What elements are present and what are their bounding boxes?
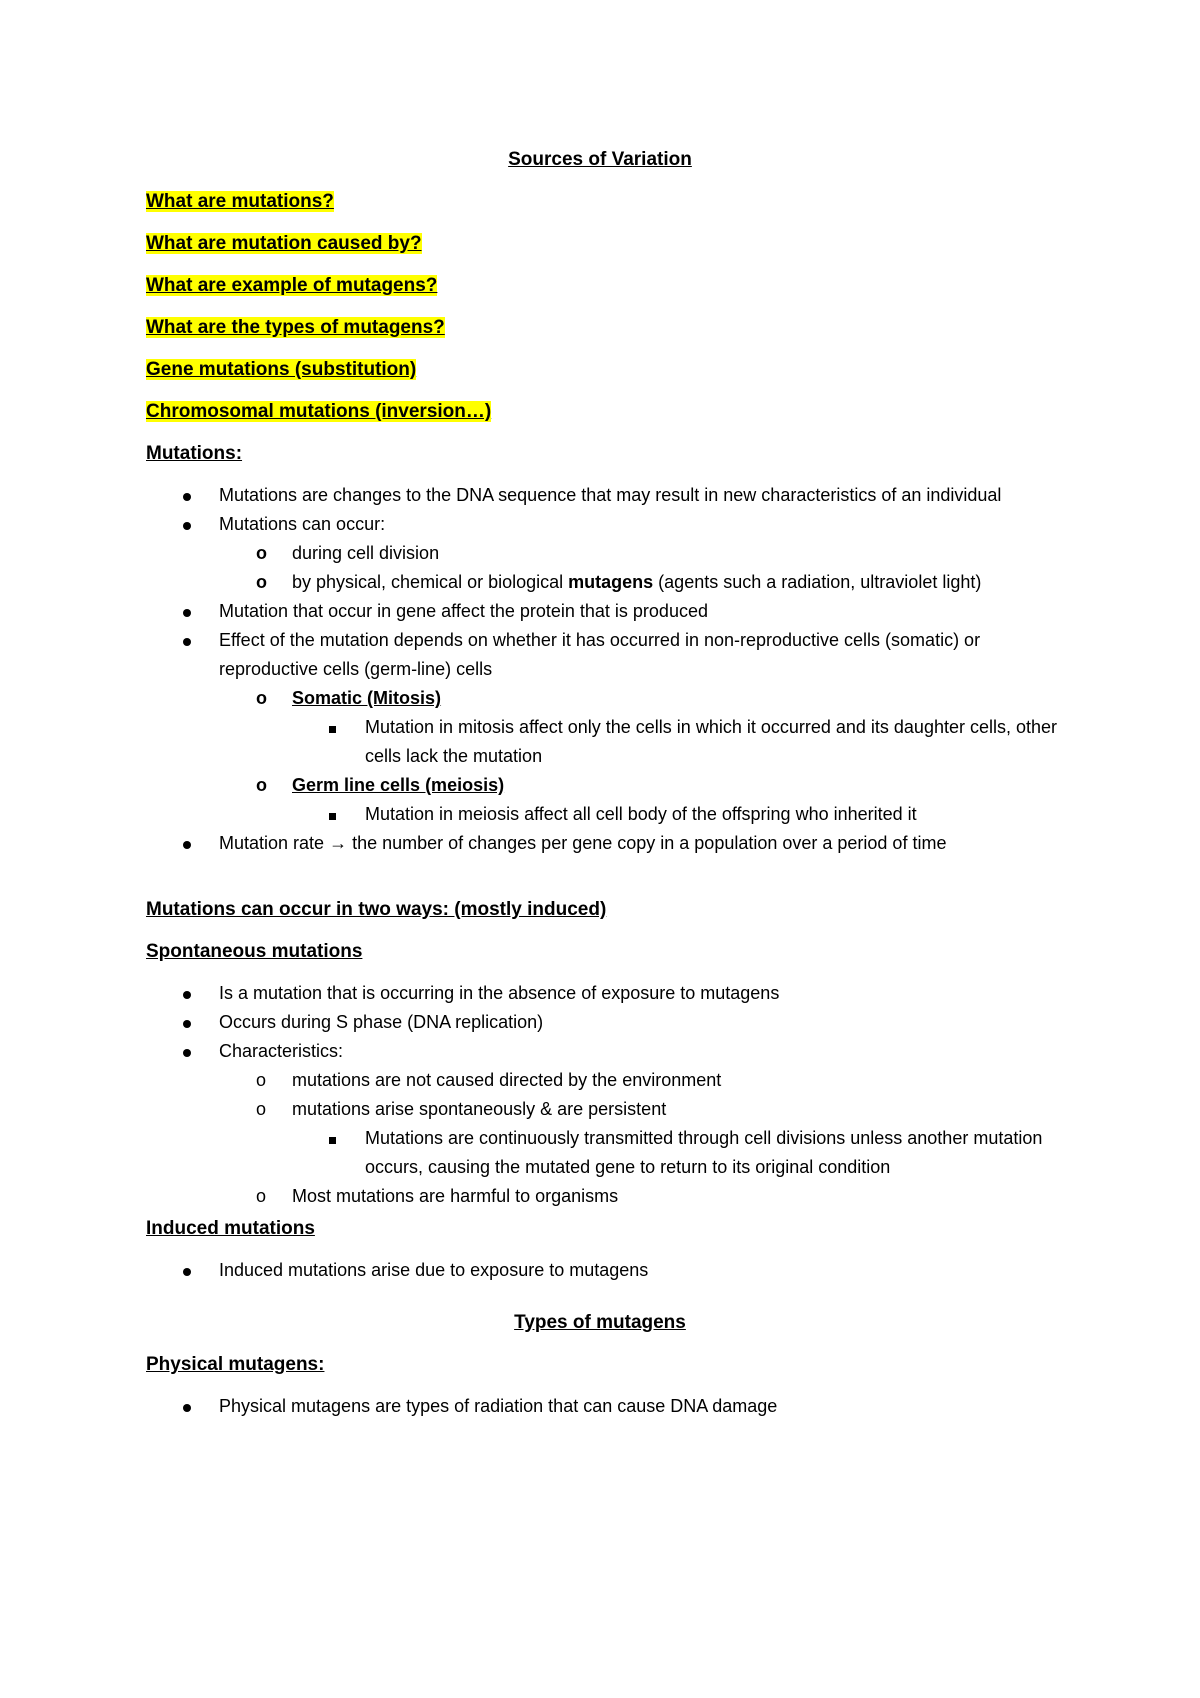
list-item: Mutation that occur in gene affect the protein that is produced (146, 597, 1066, 626)
list-item: Occurs during S phase (DNA replication) (146, 1008, 1066, 1037)
circle-marker-icon: o (256, 543, 267, 563)
highlighted-question: Chromosomal mutations (inversion…) (146, 401, 492, 422)
list-item: o Somatic (Mitosis) (146, 684, 1066, 713)
circle-marker-icon: o (256, 1070, 267, 1090)
list-item: Characteristics: (146, 1037, 1066, 1066)
question-3 (146, 271, 437, 300)
list-item: o Most mutations are harmful to organisms (146, 1182, 1066, 1211)
physical-heading: Physical mutagens: (146, 1354, 325, 1375)
list-item: Is a mutation that is occurring in the absence of exposure to mutagens (146, 979, 1066, 1008)
list-item: o mutations arise spontaneously & are persistent (146, 1095, 1066, 1124)
question-6 (146, 397, 491, 426)
highlighted-question: What are example of mutagens? (146, 275, 438, 296)
bullet-icon (183, 1008, 191, 1037)
highlighted-question: Gene mutations (substitution) (146, 359, 417, 380)
list-item: Effect of the mutation depends on whether it has occurred in non-reproductive cells (somatic) or reproductive cells (germ-line) cells (146, 626, 1066, 684)
list-item: Mutations can occur: (146, 510, 1066, 539)
list-item: Mutations are changes to the DNA sequence that may result in new characteristics of an individual (146, 481, 1066, 510)
highlighted-question: What are the types of mutagens? (146, 317, 445, 338)
list-item: Mutations are continuously transmitted through cell divisions unless another mutation occurs, causing the mutated gene to return to its original condition (146, 1124, 1066, 1182)
question-5 (146, 355, 416, 384)
arrow-icon: → (329, 833, 348, 853)
bullet-icon (183, 829, 191, 858)
list-item: o mutations are not caused directed by the environment (146, 1066, 1066, 1095)
list-item: Physical mutagens are types of radiation that can cause DNA damage (146, 1392, 1066, 1421)
bullet-icon (183, 1392, 191, 1421)
list-item: Induced mutations arise due to exposure to mutagens (146, 1256, 1066, 1285)
list-item: Mutation rate → the number of changes per gene copy in a population over a period of time (146, 829, 1066, 858)
highlighted-question: What are mutation caused by? (146, 233, 422, 254)
question-1 (146, 187, 334, 216)
two-ways-heading: Mutations can occur in two ways: (mostly induced) (146, 899, 607, 920)
list-item: Mutation in mitosis affect only the cells in which it occurred and its daughter cells, other cells lack the mutation (146, 713, 1066, 771)
highlighted-question: What are mutations? (146, 191, 334, 212)
circle-marker-icon: o (256, 572, 267, 592)
list-item: o by physical, chemical or biological mutagens (agents such a radiation, ultraviolet light) (146, 568, 1066, 597)
list-item: o Germ line cells (meiosis) (146, 771, 1066, 800)
square-bullet-icon (329, 1124, 336, 1153)
circle-marker-icon: o (256, 688, 267, 708)
question-2 (146, 229, 422, 258)
physical-list (146, 1392, 1066, 1421)
bullet-icon (183, 979, 191, 1008)
bullet-icon (183, 626, 191, 655)
bullet-icon (183, 597, 191, 626)
square-bullet-icon (329, 713, 336, 742)
circle-marker-icon: o (256, 775, 267, 795)
document-title: Sources of Variation (508, 149, 692, 170)
bullet-icon (183, 510, 191, 539)
mutations-list (146, 481, 1066, 858)
mutations-heading: Mutations: (146, 443, 243, 464)
bullet-icon (183, 481, 191, 510)
induced-heading: Induced mutations (146, 1218, 315, 1239)
list-item: o during cell division (146, 539, 1066, 568)
types-heading: Types of mutagens (514, 1312, 686, 1333)
circle-marker-icon: o (256, 1099, 267, 1119)
induced-list (146, 1256, 1066, 1285)
question-4 (146, 313, 445, 342)
circle-marker-icon: o (256, 1186, 267, 1206)
bullet-icon (183, 1037, 191, 1066)
list-item: Mutation in meiosis affect all cell body of the offspring who inherited it (146, 800, 1066, 829)
bullet-icon (183, 1256, 191, 1285)
square-bullet-icon (329, 800, 336, 829)
spontaneous-heading: Spontaneous mutations (146, 941, 363, 962)
spontaneous-list (146, 979, 1066, 1211)
